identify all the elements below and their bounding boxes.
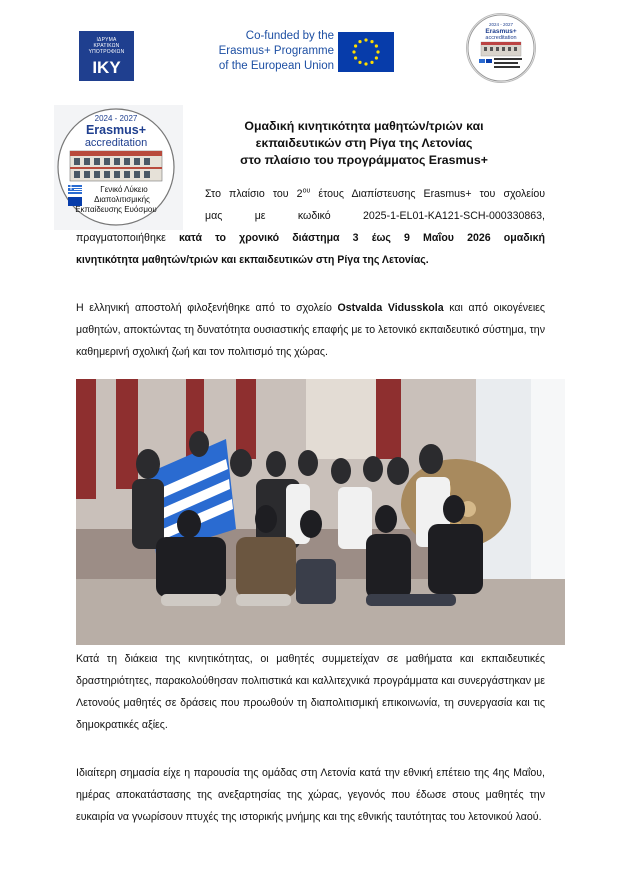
badge-line1: Erasmus+ bbox=[85, 123, 147, 137]
group-photo bbox=[76, 379, 565, 645]
eu-star-icon bbox=[354, 56, 357, 59]
eu-star-icon bbox=[358, 40, 361, 43]
eu-star-icon bbox=[370, 61, 373, 64]
paragraph-1-row1: Στο πλαίσιο του $2^{o\upsilon}$ έτους Διαπίστευσης Erasmus+ του σχολείου bbox=[205, 187, 546, 200]
eu-star-icon bbox=[352, 50, 355, 53]
paragraph-4: Ιδιαίτερη σημασία είχε η παρουσία της ομάδας στη Λετονία κατά την εθνική επέτειο της 4ης Μαΐου, ημέρας αποκατάστασης της ανεξαρτησίας της χώρας, γεγονός που έδωσε στους μαθητές την ευκαιρία να γνωρίσουν πτυχές της ιστορικής μνήμης και της εθνικής ταυτότητας του λετονικού λαού. bbox=[76, 767, 545, 823]
paragraph-1-intro bbox=[205, 183, 545, 227]
eu-star-icon bbox=[376, 50, 379, 53]
eu-star-icon bbox=[364, 38, 367, 41]
paragraph-1-row3: πραγματοποιήθηκε κατά το χρονικό διάστημα 3 έως 9 Μαΐου 2026 ομαδική bbox=[76, 232, 545, 244]
school-name: Ostvalda Vidusskola bbox=[337, 302, 444, 314]
cofunded-text: Co-funded by the Erasmus+ Programme of the European Union bbox=[218, 30, 334, 72]
paragraph-1-row4: κινητικότητα μαθητών/τριών και εκπαιδευτικών στη Ρίγα της Λετονίας. bbox=[76, 254, 429, 266]
paragraph-3: Κατά τη διάκεια της κινητικότητας, οι μαθητές συμμετείχαν σε μαθήματα και εκπαιδευτικές δραστηριότητες, παρακολούθησαν πολιτιστικά και καλλιτεχνικά προγράμματα και συνεργάστηκαν με Λετονούς μαθητές σε δράσεις που προωθούν τη διαπολιτισμική επικοινωνία, τη συνεργασία και τις δημοκρατικές αξίες. bbox=[76, 653, 545, 731]
greek-flag-icon bbox=[68, 185, 82, 194]
eu-star-icon bbox=[370, 40, 373, 43]
badge-years: 2024 - 2027 bbox=[94, 114, 138, 123]
eu-flag-icon bbox=[338, 32, 394, 72]
iky-logo bbox=[79, 31, 134, 81]
paragraph-1-row2: μας με κωδικό 2025-1-EL01-KA121-SCH-000330863, bbox=[205, 210, 545, 222]
svg-text:accreditation: accreditation bbox=[485, 35, 517, 41]
badge-school-line1: Γενικό Λύκειο bbox=[100, 185, 148, 194]
erasmus-accreditation-badge-small bbox=[466, 13, 536, 83]
eu-star-icon bbox=[375, 56, 378, 59]
paragraph-1-body bbox=[76, 227, 545, 271]
cofunded-logo bbox=[204, 29, 394, 81]
iky-logo-text: IKY bbox=[92, 58, 121, 77]
svg-text:Erasmus+: Erasmus+ bbox=[485, 28, 517, 35]
title-line: στο πλαίσιο του προγράμματος Erasmus+ bbox=[240, 153, 488, 167]
eu-star-icon bbox=[358, 61, 361, 64]
svg-text:2024 - 2027: 2024 - 2027 bbox=[488, 22, 514, 27]
title-line: εκπαιδευτικών στη Ρίγα της Λετονίας bbox=[255, 136, 473, 150]
iky-logo-small-text: ΙΔΡΥΜΑ ΚΡΑΤΙΚΩΝ ΥΠΟΤΡΟΦΙΩΝ bbox=[88, 37, 125, 55]
eu-star-icon bbox=[364, 62, 367, 65]
badge-school-line3: Εκπαίδευσης Ευόσμου bbox=[75, 205, 157, 214]
badge-school-line2: Διαπολιτισμικής bbox=[94, 195, 150, 204]
eu-star-icon bbox=[375, 44, 378, 47]
article-title bbox=[184, 118, 544, 169]
title-line: Ομαδική κινητικότητα μαθητών/τριών και bbox=[244, 119, 484, 133]
paragraph-2: Η ελληνική αποστολή φιλοξενήθηκε από το σχολείο Ostvalda Vidusskola και από οικογένειες μαθητών, αποκτώντας τη δυνατότητα ουσιαστικής επαφής με το λετονικό εκπαιδευτικό σύστημα, την καθημερινή σχολική ζωή και τον πολιτισμό της χώρας. bbox=[76, 302, 545, 358]
eu-star-icon bbox=[354, 44, 357, 47]
erasmus-accreditation-badge bbox=[54, 105, 183, 230]
badge-line2: accreditation bbox=[84, 137, 148, 149]
